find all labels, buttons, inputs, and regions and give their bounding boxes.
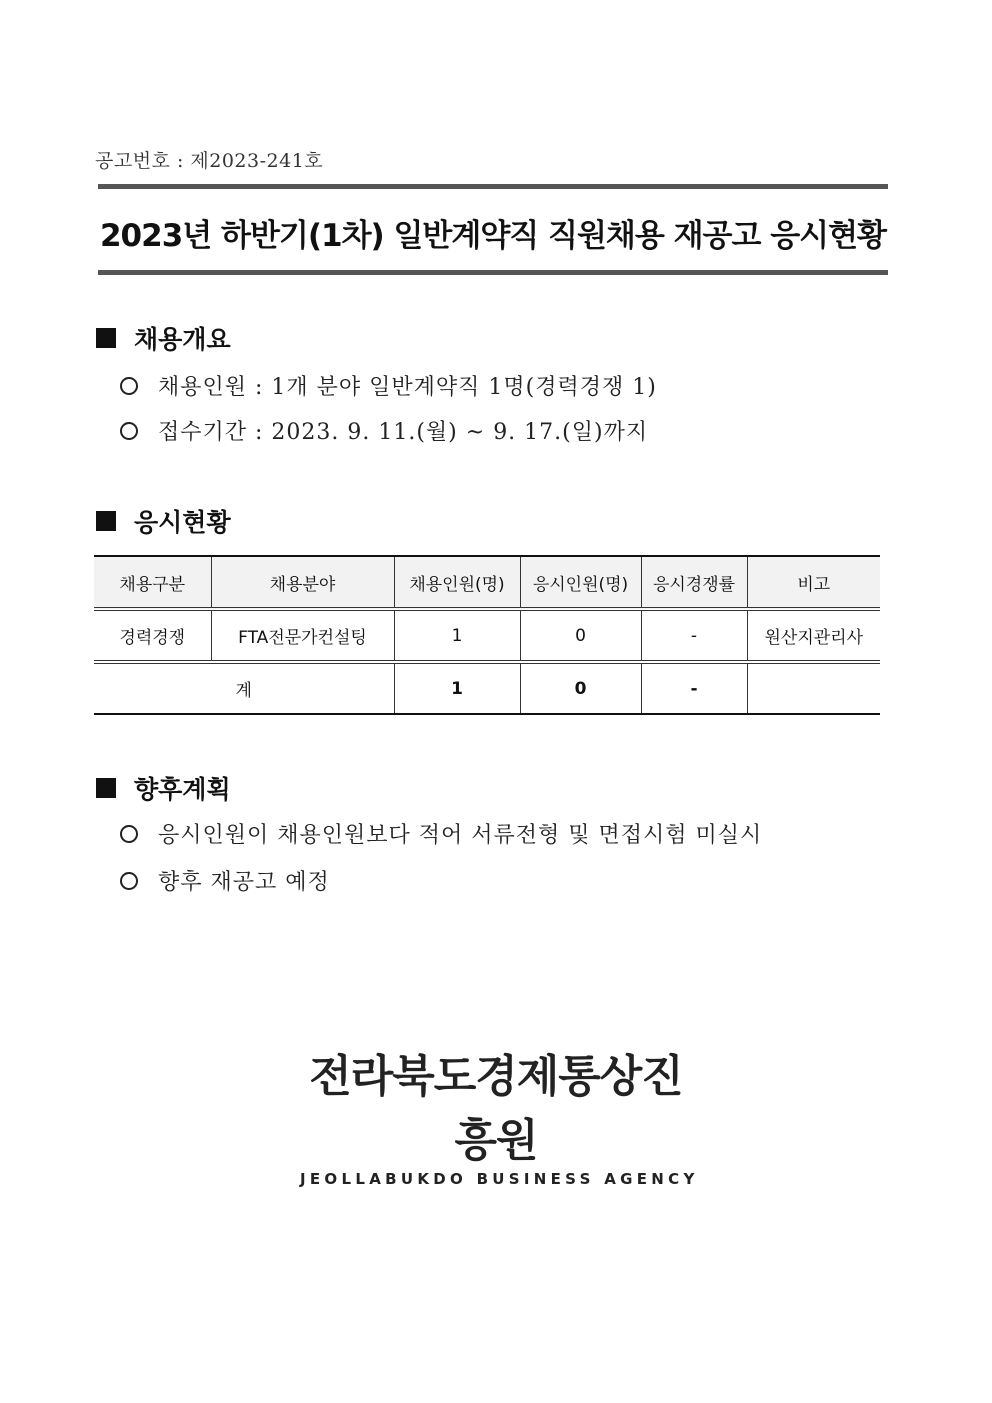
title-bottom-rule	[98, 270, 888, 275]
plan-item	[120, 865, 330, 896]
circle-bullet-icon	[120, 825, 138, 843]
title-top-rule	[98, 184, 888, 189]
page-title: 2023년 하반기(1차) 일반계약직 직원채용 재공고 응시현황	[99, 218, 886, 254]
column-header: 응시인원(명)	[520, 556, 641, 609]
application-status-table	[94, 555, 880, 715]
table-cell: FTA전문가컨설팅	[211, 609, 394, 662]
column-header: 채용구분	[94, 556, 211, 609]
square-bullet-icon	[96, 511, 116, 531]
column-header: 비고	[747, 556, 880, 609]
square-bullet-icon	[96, 328, 116, 348]
circle-bullet-icon	[120, 872, 138, 890]
table-header-row	[94, 556, 880, 609]
table-cell: 경력경쟁	[94, 609, 211, 662]
plan-item	[120, 818, 762, 849]
square-bullet-icon	[96, 778, 116, 798]
overview-item-text: 채용인원 : 1개 분야 일반계약직 1명(경력경쟁 1)	[158, 375, 657, 400]
table-total-row	[94, 662, 880, 714]
overview-item-text: 접수기간 : 2023. 9. 11.(월) ~ 9. 17.(일)까지	[158, 420, 649, 445]
table-cell: 0	[520, 609, 641, 662]
total-label: 계	[94, 662, 394, 714]
section-heading-text: 응시현황	[134, 508, 231, 537]
table-cell: 원산지관리사	[747, 609, 880, 662]
column-header: 채용인원(명)	[394, 556, 520, 609]
section-heading-status	[96, 503, 231, 539]
plan-item-text: 응시인원이 채용인원보다 적어 서류전형 및 면접시험 미실시	[158, 823, 763, 848]
total-applicants: 0	[520, 662, 641, 714]
notice-number: 공고번호 : 제2023-241호	[95, 150, 324, 172]
column-header: 채용분야	[211, 556, 394, 609]
section-heading-plan	[96, 770, 231, 806]
plan-item-text: 향후 재공고 예정	[158, 870, 330, 895]
total-ratio: -	[641, 662, 747, 714]
circle-bullet-icon	[120, 422, 138, 440]
column-header: 응시경쟁률	[641, 556, 747, 609]
table-cell: -	[641, 609, 747, 662]
section-heading-overview	[96, 320, 231, 356]
table-row	[94, 609, 880, 662]
logo-english-text: JEOLLABUKDO BUSINESS AGENCY	[300, 1170, 699, 1188]
circle-bullet-icon	[120, 377, 138, 395]
table-cell: 1	[394, 609, 520, 662]
section-heading-text: 향후계획	[134, 775, 231, 804]
total-note	[747, 662, 880, 714]
overview-item	[120, 370, 657, 401]
organization-logo	[300, 1040, 699, 1188]
logo-korean-text: 전라북도경제통상진흥원	[309, 1051, 683, 1166]
overview-item	[120, 415, 648, 446]
total-hires: 1	[394, 662, 520, 714]
section-heading-text: 채용개요	[134, 325, 231, 354]
